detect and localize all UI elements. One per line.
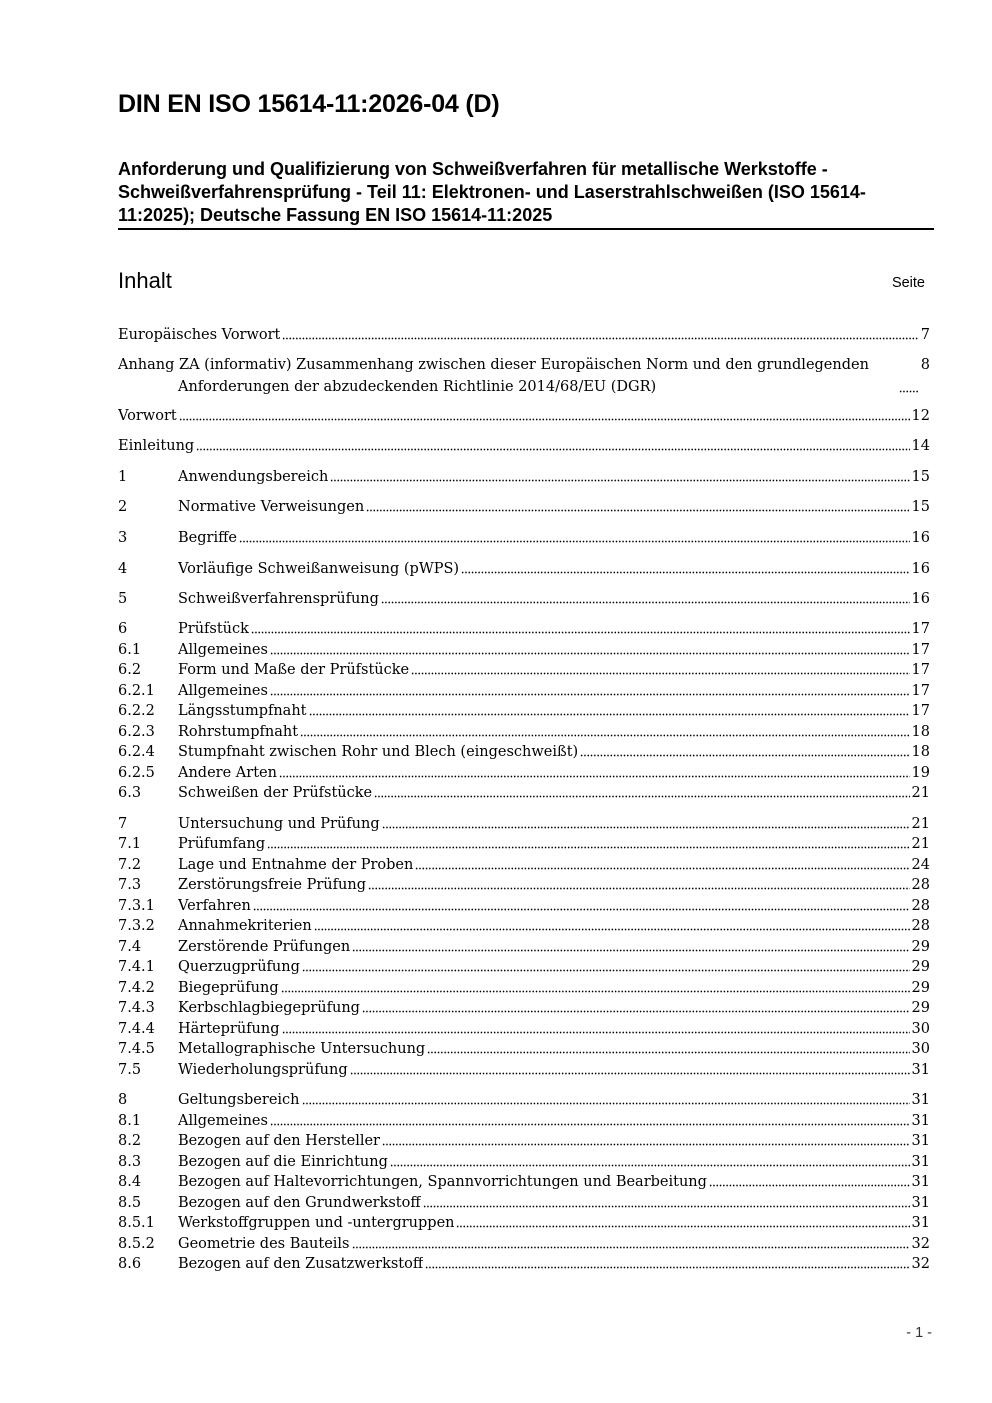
toc-entry[interactable] [118, 998, 930, 1018]
toc-entry-title: Allgemeines [178, 1113, 268, 1129]
toc-entry-page: 29 [911, 980, 930, 996]
toc-entry-title: Rohrstumpfnaht [178, 724, 299, 740]
toc-entry[interactable] [118, 559, 930, 579]
toc-entry-page: 32 [911, 1256, 930, 1272]
toc-entry-page: 21 [911, 836, 930, 852]
toc-entry-page: 15 [911, 469, 930, 485]
toc-entry-page: 28 [911, 877, 930, 893]
toc-dot-leader [300, 733, 909, 738]
toc-entry-page: 12 [911, 408, 930, 424]
toc-dot-leader [282, 336, 918, 341]
toc-entry-title: Anhang ZA (informativ) Zusammenhang zwischen dieser Europäischen Norm und den grundlegenden Anforderungen der abzudeckenden Richtlinie 2014/68/EU (DGR) [118, 357, 869, 395]
toc-entry-page: 17 [911, 703, 930, 719]
toc-entry[interactable] [118, 1131, 930, 1151]
toc-dot-leader [427, 1050, 909, 1055]
toc-dot-leader [425, 1265, 909, 1270]
toc-entry-title: Vorläufige Schweißanweisung (pWPS) [178, 561, 460, 577]
toc-entry-page: 31 [911, 1215, 930, 1231]
toc-entry-page: 8 [920, 357, 930, 373]
toc-entry-number: 7.4 [118, 939, 142, 955]
toc-entry[interactable] [118, 701, 930, 721]
toc-entry-number: 6.2.5 [118, 765, 155, 781]
toc-entry-title: Europäisches Vorwort [118, 327, 281, 343]
toc-entry-title: Geltungsbereich [178, 1092, 300, 1108]
toc-entry-page: 21 [911, 816, 930, 832]
toc-entry[interactable] [118, 436, 930, 456]
toc-dot-leader [411, 671, 909, 676]
toc-entry-title: Anwendungsbereich [178, 469, 329, 485]
toc-dot-leader [251, 630, 910, 635]
toc-entry-number: 6.1 [118, 642, 142, 658]
page-number: - 1 - [906, 1325, 932, 1341]
toc-entry-page: 16 [911, 530, 930, 546]
toc-entry-title: Annahmekriterien [178, 918, 312, 934]
toc-entry-title: Prüfumfang [178, 836, 266, 852]
toc-entry-number: 7.2 [118, 857, 142, 873]
toc-entry-number: 6.2.3 [118, 724, 155, 740]
toc-entry[interactable] [118, 1152, 930, 1172]
toc-entry-title: Vorwort [118, 408, 177, 424]
toc-entry[interactable] [118, 1019, 930, 1039]
toc-dot-leader [270, 692, 910, 697]
toc-dot-leader [382, 825, 910, 830]
toc-entry-title: Geometrie des Bauteils [178, 1236, 350, 1252]
toc-entry-page: 17 [911, 683, 930, 699]
toc-dot-leader [415, 866, 909, 871]
toc-entry-title: Metallographische Untersuchung [178, 1041, 426, 1057]
toc-entry-number: 3 [118, 530, 128, 546]
toc-entry-page: 30 [911, 1021, 930, 1037]
toc-entry[interactable] [118, 834, 930, 854]
toc-entry[interactable] [118, 814, 930, 834]
toc-entry-number: 7.4.4 [118, 1021, 155, 1037]
toc-entry-page: 16 [911, 591, 930, 607]
toc-entry-title: Biegeprüfung [178, 980, 279, 996]
toc-entry-number: 6.3 [118, 785, 142, 801]
toc-entry-page: 30 [911, 1041, 930, 1057]
toc-entry[interactable] [118, 1254, 930, 1274]
toc-entry-number: 8.5.2 [118, 1236, 155, 1252]
toc-dot-leader [302, 968, 910, 973]
toc-entry-title: Kerbschlagbiegeprüfung [178, 1000, 360, 1016]
toc-entry[interactable] [118, 1039, 930, 1059]
toc-dot-leader [309, 712, 910, 717]
toc-dot-leader [314, 927, 910, 932]
toc-entry[interactable] [118, 742, 930, 762]
toc-dot-leader [196, 447, 909, 452]
toc-entry-title: Zerstörungsfreie Prüfung [178, 877, 366, 893]
toc-entry[interactable] [118, 589, 930, 609]
toc-entry-page: 18 [911, 724, 930, 740]
toc-entry-number: 7.1 [118, 836, 142, 852]
toc-entry[interactable] [118, 896, 930, 916]
toc-entry-title: Form und Maße der Prüfstücke [178, 662, 410, 678]
toc-dot-leader [461, 570, 909, 575]
toc-entry[interactable] [118, 660, 930, 680]
toc-entry[interactable] [118, 763, 930, 783]
toc-entry-page: 31 [911, 1113, 930, 1129]
toc-entry-title: Bezogen auf den Zusatzwerkstoff [178, 1256, 424, 1272]
toc-dot-leader [381, 600, 910, 605]
toc-entry-number: 8.6 [118, 1256, 142, 1272]
toc-entry-number: 7.3 [118, 877, 142, 893]
toc-entry[interactable] [118, 528, 930, 548]
toc-entry[interactable] [118, 325, 930, 345]
toc-dot-leader [279, 774, 910, 779]
toc-entry-number: 8 [118, 1092, 128, 1108]
toc-entry-page: 17 [911, 642, 930, 658]
toc-entry[interactable] [118, 1213, 930, 1233]
toc-entry-title: Begriffe [178, 530, 237, 546]
toc-entry-title: Bezogen auf die Einrichtung [178, 1154, 388, 1170]
toc-entry-title: Bezogen auf Haltevorrichtungen, Spannvorrichtungen und Bearbeitung [178, 1174, 707, 1190]
toc-heading: Inhalt [118, 268, 172, 293]
toc-entry-number: 7.5 [118, 1062, 142, 1078]
toc-entry-number: 8.4 [118, 1174, 142, 1190]
toc-entry-number: 2 [118, 499, 128, 515]
toc-dot-leader [709, 1183, 910, 1188]
document-title: DIN EN ISO 15614-11:2026-04 (D) [118, 90, 500, 118]
toc-dot-leader [282, 1030, 910, 1035]
toc-entry-number: 5 [118, 591, 128, 607]
toc-dot-leader [366, 508, 909, 513]
toc-entry-page: 31 [911, 1174, 930, 1190]
toc-entry-number: 4 [118, 561, 128, 577]
toc-entry[interactable] [118, 957, 930, 977]
toc-entry-number: 7 [118, 816, 128, 832]
toc-entry-number: 7.3.1 [118, 898, 155, 914]
toc-entry[interactable] [118, 1234, 930, 1254]
toc-entry[interactable] [118, 1193, 930, 1213]
toc-entry-number: 8.1 [118, 1113, 142, 1129]
toc-entry[interactable] [118, 1172, 930, 1192]
toc-entry[interactable] [118, 916, 930, 936]
toc-entry-page: 29 [911, 1000, 930, 1016]
toc-entry-number: 8.3 [118, 1154, 142, 1170]
toc-entry[interactable] [118, 978, 930, 998]
toc-entry-title: Verfahren [178, 898, 251, 914]
title-rule [118, 228, 934, 230]
toc-entry-title: Querzugprüfung [178, 959, 300, 975]
toc-entry-number: 8.5 [118, 1195, 142, 1211]
toc-entry[interactable] [118, 406, 930, 426]
toc-dot-leader [267, 845, 909, 850]
toc-dot-leader [899, 389, 919, 394]
toc-dot-leader [352, 948, 909, 953]
toc-entry-number: 7.4.5 [118, 1041, 155, 1057]
toc-entry[interactable] [118, 1090, 930, 1110]
toc-entry-title: Schweißen der Prüfstücke [178, 785, 373, 801]
toc-entry-title: Allgemeines [178, 683, 268, 699]
toc-entry[interactable] [118, 640, 930, 660]
toc-entry-page: 16 [911, 561, 930, 577]
toc-entry-page: 21 [911, 785, 930, 801]
toc-entry-title: Untersuchung und Prüfung [178, 816, 380, 832]
toc-dot-leader [350, 1071, 910, 1076]
toc-entry-number: 6.2.2 [118, 703, 155, 719]
toc-entry-page: 29 [911, 959, 930, 975]
page-column-label: Seite [891, 275, 925, 291]
toc-dot-leader [423, 1204, 910, 1209]
toc-entry-page: 31 [911, 1154, 930, 1170]
toc-entry-title: Bezogen auf den Grundwerkstoff [178, 1195, 421, 1211]
toc-entry[interactable] [118, 497, 930, 517]
toc-entry-page: 14 [911, 438, 930, 454]
toc-entry-page: 32 [911, 1236, 930, 1252]
toc-entry-title: Werkstoffgruppen und -untergruppen [178, 1215, 455, 1231]
toc-entry[interactable] [118, 875, 930, 895]
toc-dot-leader [368, 886, 910, 891]
toc-entry-number: 8.2 [118, 1133, 142, 1149]
toc-entry-number: 8.5.1 [118, 1215, 155, 1231]
toc-entry-page: 29 [911, 939, 930, 955]
toc-entry-number: 6 [118, 621, 128, 637]
toc-entry[interactable] [118, 1060, 930, 1080]
toc-entry-title: Lage und Entnahme der Proben [178, 857, 414, 873]
toc-entry-page: 15 [911, 499, 930, 515]
toc-entry-number: 6.2 [118, 662, 142, 678]
toc-entry-number: 7.4.2 [118, 980, 155, 996]
toc-entry[interactable] [118, 681, 930, 701]
toc-entry-page: 17 [911, 662, 930, 678]
toc-entry[interactable] [118, 1111, 930, 1131]
toc-entry-number: 7.4.3 [118, 1000, 155, 1016]
toc-entry-number: 1 [118, 469, 128, 485]
toc-entry-page: 31 [911, 1195, 930, 1211]
document-subtitle: Anforderung und Qualifizierung von Schweißverfahren für metallische Werkstoffe - Schweißverfahrensprüfung - Teil 11: Elektronen- und Laserstrahlschweißen (ISO 15614-11:2025); Deutsche Fassung EN ISO 15614-11:2025 [118, 159, 866, 225]
toc-dot-leader [253, 907, 910, 912]
toc-dot-leader [456, 1224, 909, 1229]
toc-entry-page: 28 [911, 898, 930, 914]
toc-dot-leader [302, 1101, 910, 1106]
toc-dot-leader [390, 1163, 910, 1168]
toc-entry-title: Wiederholungsprüfung [178, 1062, 348, 1078]
toc-entry-number: 6.2.1 [118, 683, 155, 699]
toc-entry-title: Längsstumpfnaht [178, 703, 307, 719]
toc-entry[interactable] [118, 783, 930, 803]
toc-entry[interactable] [118, 937, 930, 957]
toc-dot-leader [270, 651, 910, 656]
toc-dot-leader [362, 1009, 910, 1014]
toc-entry-title: Stumpfnaht zwischen Rohr und Blech (eingeschweißt) [178, 744, 579, 760]
toc-entry-page: 17 [911, 621, 930, 637]
toc-entry-page: 28 [911, 918, 930, 934]
toc-dot-leader [580, 753, 909, 758]
toc-entry-page: 19 [911, 765, 930, 781]
toc-entry-number: 7.3.2 [118, 918, 155, 934]
toc-entry[interactable] [118, 855, 930, 875]
toc-entry-title: Bezogen auf den Hersteller [178, 1133, 380, 1149]
toc-entry-page: 18 [911, 744, 930, 760]
toc-entry-title: Zerstörende Prüfungen [178, 939, 351, 955]
toc-entry[interactable] [118, 467, 930, 487]
toc-entry-title: Prüfstück [178, 621, 249, 637]
toc-entry-title: Normative Verweisungen [178, 499, 365, 515]
toc-entry-page: 24 [911, 857, 930, 873]
toc-dot-leader [330, 478, 909, 483]
toc-dot-leader [270, 1122, 910, 1127]
toc-entry-page: 31 [911, 1092, 930, 1108]
toc-entry-page: 31 [911, 1062, 930, 1078]
toc-entry[interactable] [118, 354, 930, 398]
toc-entry-title: Andere Arten [178, 765, 277, 781]
toc-dot-leader [382, 1142, 910, 1147]
toc-entry-page: 31 [911, 1133, 930, 1149]
toc-entry-number: 7.4.1 [118, 959, 155, 975]
toc-entry-title: Schweißverfahrensprüfung [178, 591, 379, 607]
toc-entry[interactable] [118, 619, 930, 639]
toc-entry-number: 6.2.4 [118, 744, 155, 760]
toc-entry-page: 7 [920, 327, 930, 343]
toc-entry[interactable] [118, 722, 930, 742]
toc-dot-leader [179, 417, 910, 422]
toc-entry-title: Einleitung [118, 438, 195, 454]
toc-dot-leader [281, 989, 910, 994]
toc-dot-leader [374, 794, 909, 799]
toc-dot-leader [239, 539, 910, 544]
toc-entry-title: Allgemeines [178, 642, 268, 658]
toc-entry-title: Härteprüfung [178, 1021, 280, 1037]
toc-dot-leader [352, 1245, 910, 1250]
